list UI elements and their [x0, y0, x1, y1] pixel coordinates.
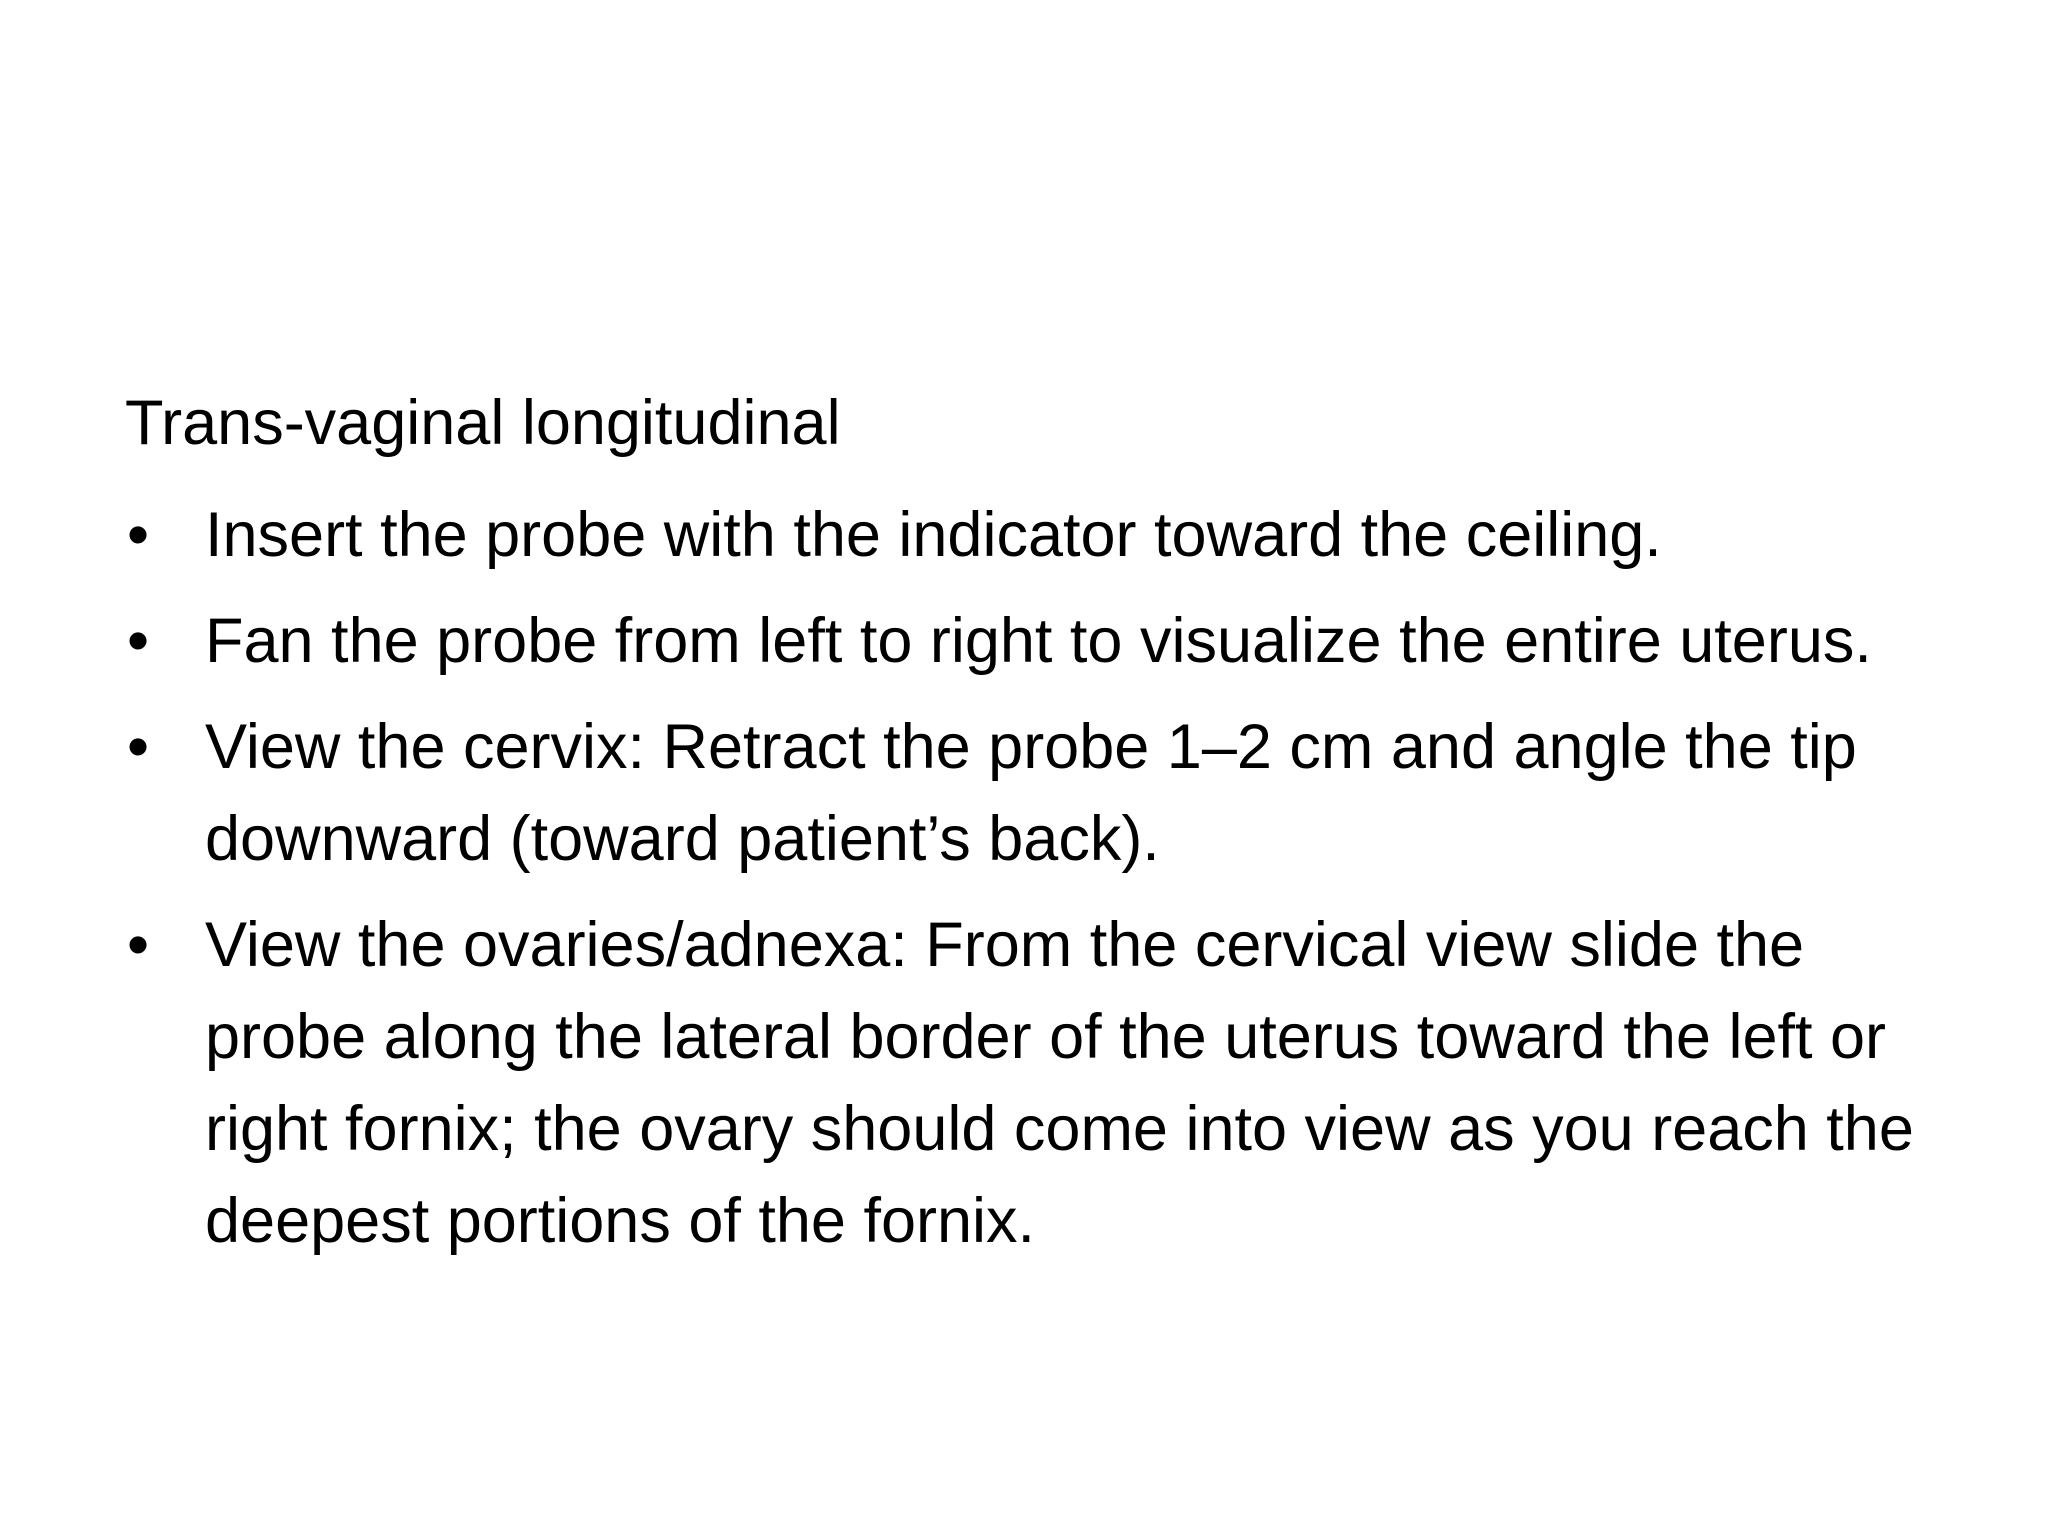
bullet-item-2: [125, 595, 1945, 687]
slide-content: [125, 383, 1945, 1281]
bullet-text: Insert the probe with the indicator toward the ceiling.: [205, 500, 1662, 570]
bullet-item-1: [125, 489, 1945, 581]
bullet-item-3: [125, 701, 1945, 885]
bullet-icon: •: [127, 712, 150, 782]
bullet-text: View the cervix: Retract the probe 1–2 cm and angle the tip downward (toward patient’s back).: [205, 712, 1857, 874]
bullet-list: [125, 489, 1945, 1267]
bullet-icon: •: [127, 606, 150, 676]
slide-heading: Trans-vaginal longitudinal: [125, 388, 841, 458]
bullet-icon: •: [127, 910, 150, 980]
bullet-icon: •: [127, 500, 150, 570]
bullet-text: View the ovaries/adnexa: From the cervical view slide the probe along the lateral border of the uterus toward the left or right fornix; the ovary should come into view as you reach the deepest portions of the fornix.: [205, 910, 1914, 1256]
bullet-text: Fan the probe from left to right to visualize the entire uterus.: [205, 606, 1872, 676]
bullet-item-4: [125, 899, 1945, 1267]
